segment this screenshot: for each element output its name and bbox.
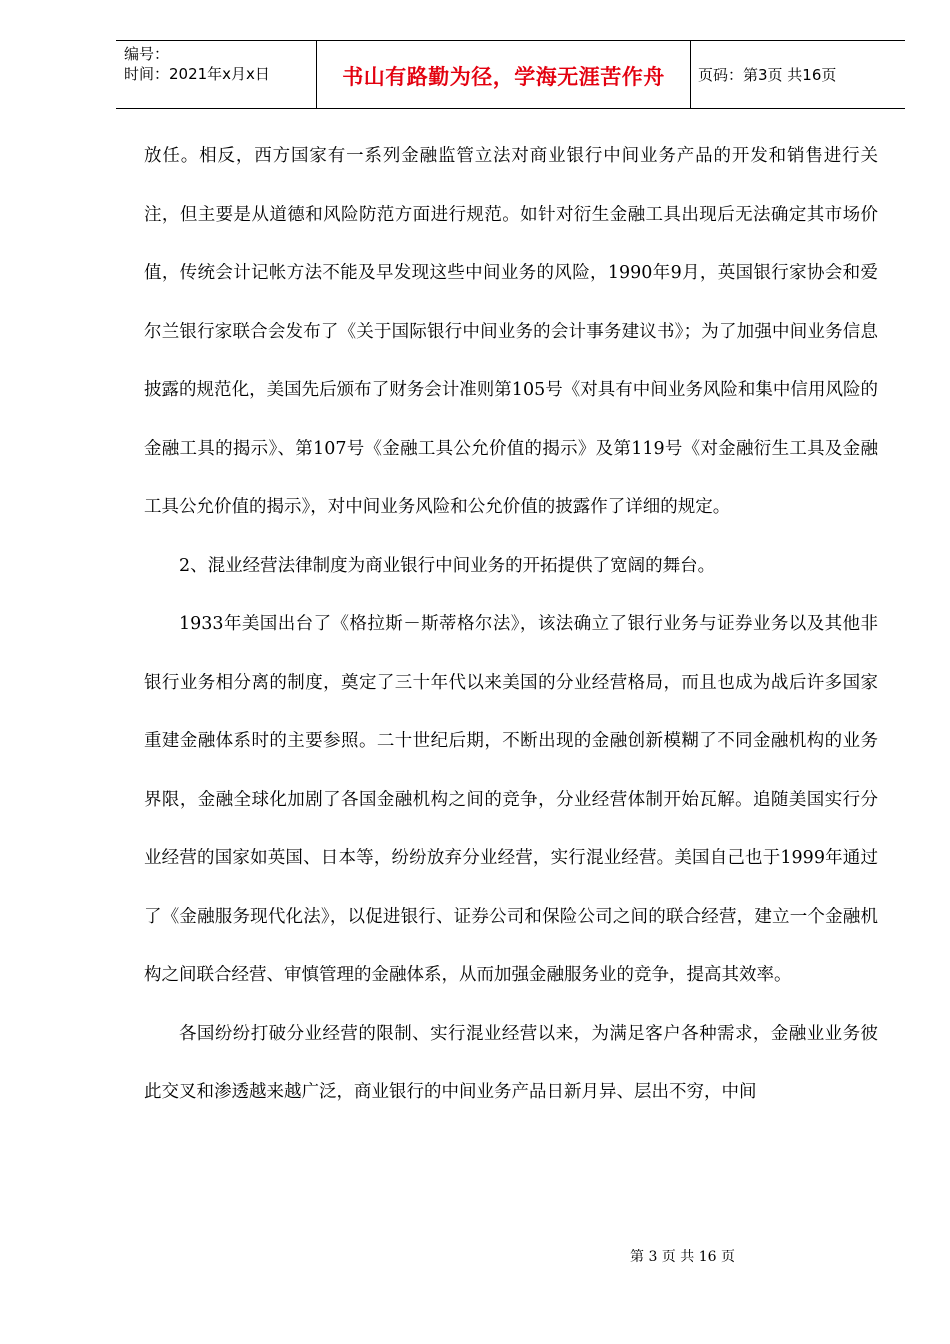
document-number-label: 编号： xyxy=(124,45,170,63)
header-motto-cell xyxy=(316,41,691,108)
section-heading: 2、混业经营法律制度为商业银行中间业务的开拓提供了宽阔的舞台。 xyxy=(179,555,716,576)
header-motto: 书山有路勤为径，学海无涯苦作舟 xyxy=(342,65,665,89)
page-footer: 第 3 页 共 16 页 xyxy=(630,1249,735,1265)
header-page-cell xyxy=(690,41,905,108)
page-header xyxy=(116,40,905,109)
document-date-label: 时间：2021年x月x日 xyxy=(124,65,270,83)
paragraph: 1933年美国出台了《格拉斯－斯蒂格尔法》，该法确立了银行业务与证券业务以及其他非银行业务相分离的制度，奠定了三十年代以来美国的分业经营格局，而且也成为战后许多国家重建金融体系时的主要参照。二十世纪后期，不断出现的金融创新模糊了不同金融机构的业务界限，金融全球化加剧了各国金融机构之间的竞争，分业经营体制开始瓦解。追随美国实行分业经营的国家如英国、日本等，纷纷放弃分业经营，实行混业经营。美国自己也于1999年通过了《金融服务现代化法》，以促进银行、证券公司和保险公司之间的联合经营，建立一个金融机构之间联合经营、审慎管理的金融体系，从而加强金融服务业的竞争，提高其效率。 xyxy=(144,614,878,985)
header-meta-cell xyxy=(116,41,316,108)
paragraph-continued: 放任。相反，西方国家有一系列金融监管立法对商业银行中间业务产品的开发和销售进行关注，但主要是从道德和风险防范方面进行规范。如针对衍生金融工具出现后无法确定其市场价值，传统会计记帐方法不能及早发现这些中间业务的风险，1990年9月，英国银行家协会和爱尔兰银行家联合会发布了《关于国际银行中间业务的会计事务建议书》；为了加强中间业务信息披露的规范化，美国先后颁布了财务会计准则第105号《对具有中间业务风险和集中信用风险的金融工具的揭示》、第107号《金融工具公允价值的揭示》及第119号《对金融衍生工具及金融工具公允价值的揭示》，对中间业务风险和公允价值的披露作了详细的规定。 xyxy=(144,146,878,517)
header-page-info: 页码：第3页 共16页 xyxy=(698,66,837,84)
document-body xyxy=(144,127,878,1122)
paragraph: 各国纷纷打破分业经营的限制、实行混业经营以来，为满足客户各种需求，金融业业务彼此交叉和渗透越来越广泛，商业银行的中间业务产品日新月异、层出不穷，中间 xyxy=(144,1023,878,1102)
